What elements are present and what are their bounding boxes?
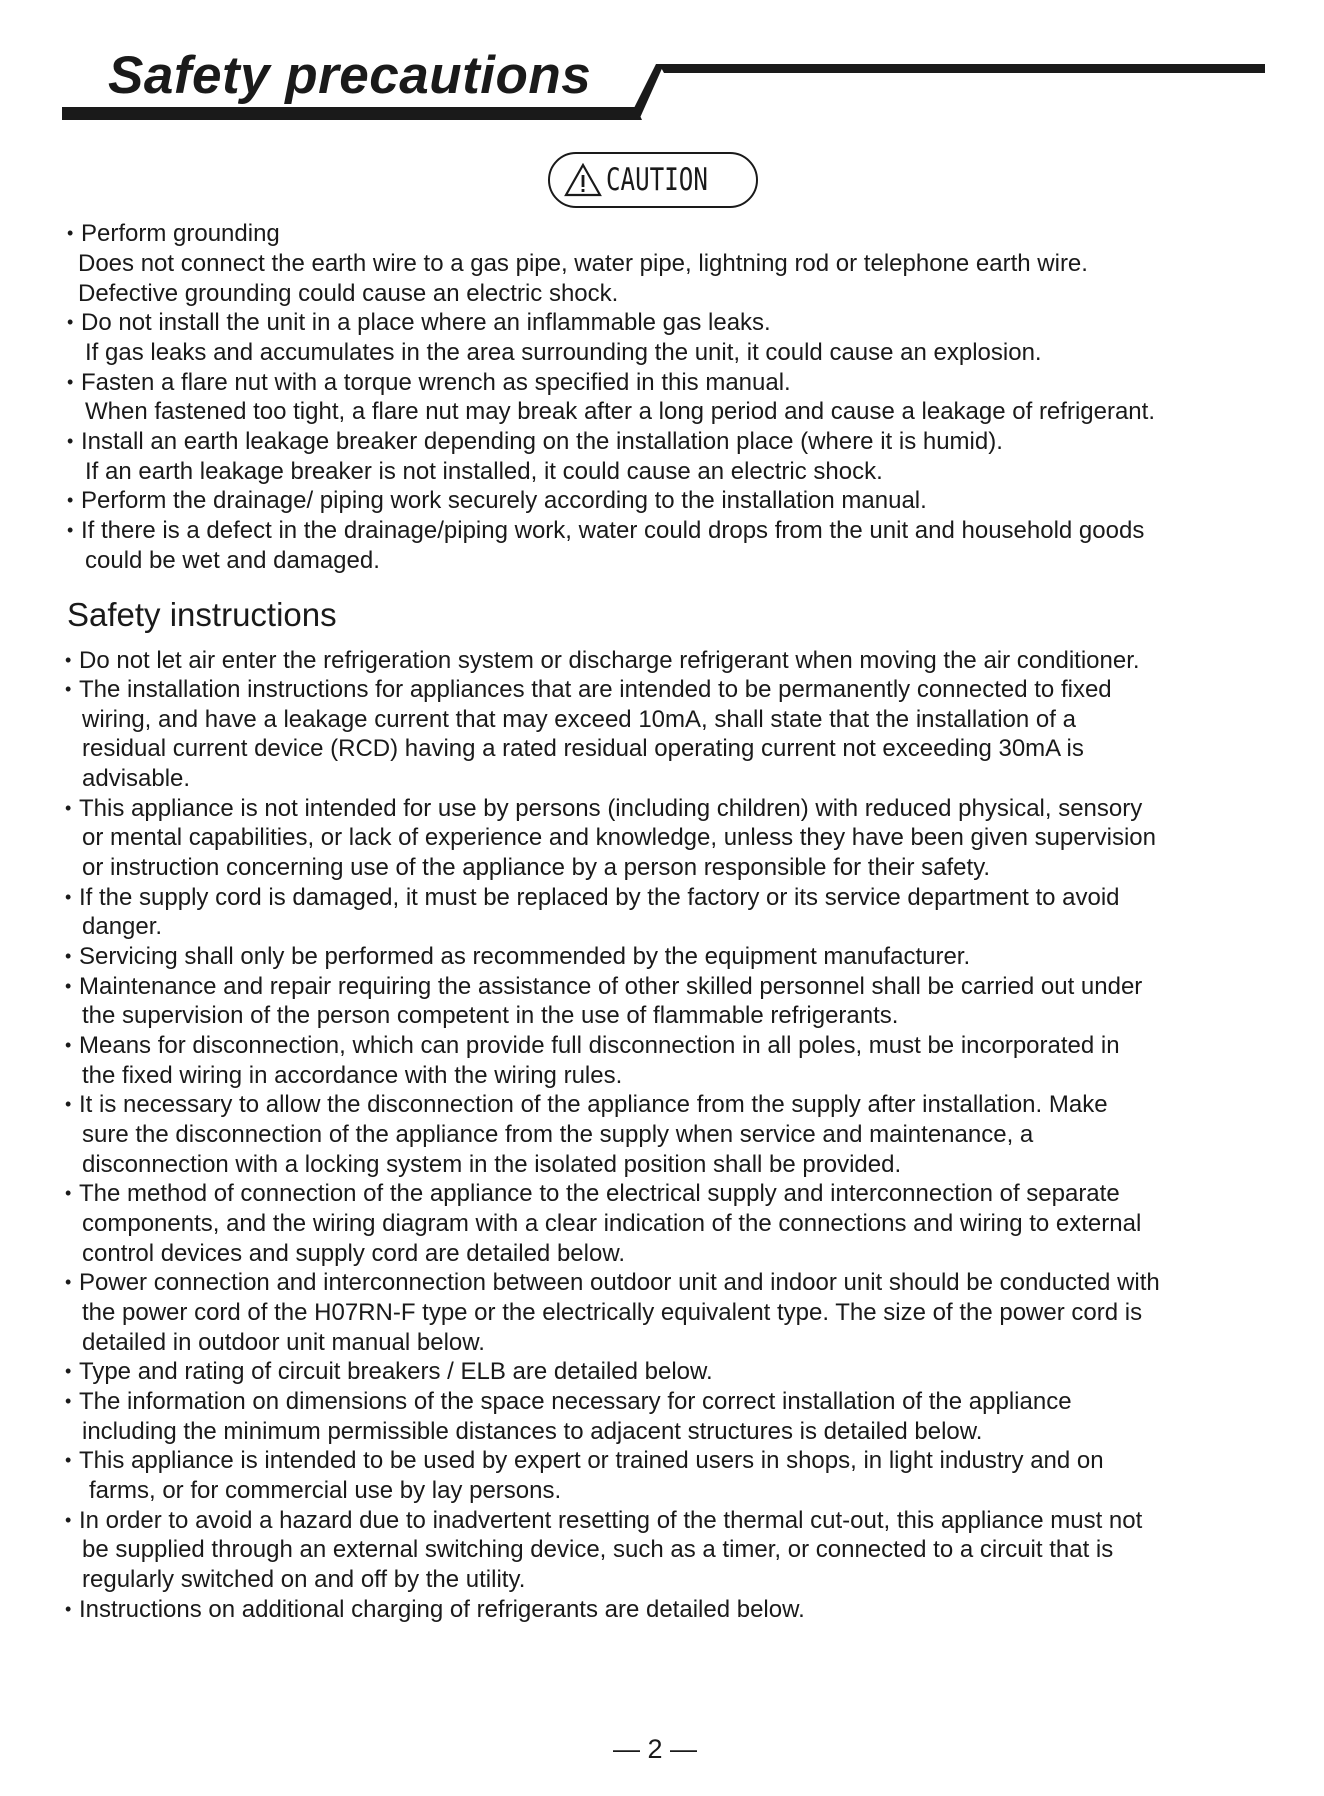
bullet-icon: • bbox=[65, 1272, 72, 1292]
bullet-icon: • bbox=[65, 650, 72, 670]
caution-label: CAUTION bbox=[606, 161, 708, 198]
section-title: Safety instructions bbox=[67, 596, 337, 633]
instruction-continuation: components, and the wiring diagram with a clear indication of the connections and wiring to external bbox=[82, 1210, 1142, 1237]
bullet-icon: • bbox=[67, 372, 74, 392]
instruction-item: • In order to avoid a hazard due to inadvertent resetting of the thermal cut-out, this appliance must not bbox=[65, 1507, 1143, 1534]
page-header bbox=[0, 0, 1324, 130]
instruction-item: • Do not let air enter the refrigeration system or discharge refrigerant when moving the air conditioner. bbox=[65, 647, 1140, 674]
instruction-item: • It is necessary to allow the disconnection of the appliance from the supply after installation. Make bbox=[65, 1091, 1108, 1118]
caution-detail: When fastened too tight, a flare nut may break after a long period and cause a leakage of refrigerant. bbox=[85, 398, 1155, 425]
bullet-icon: • bbox=[65, 1391, 72, 1411]
instruction-continuation: danger. bbox=[82, 913, 163, 940]
instruction-continuation: or instruction concerning use of the appliance by a person responsible for their safety. bbox=[82, 854, 991, 881]
bullet-icon: • bbox=[65, 1094, 72, 1114]
caution-item: • Fasten a flare nut with a torque wrench as specified in this manual. bbox=[67, 369, 791, 396]
bullet-icon: • bbox=[65, 1035, 72, 1055]
caution-item: • Do not install the unit in a place where an inflammable gas leaks. bbox=[67, 309, 771, 336]
instruction-continuation: including the minimum permissible distances to adjacent structures is detailed below. bbox=[82, 1418, 983, 1445]
page-title: Safety precautions bbox=[108, 46, 592, 105]
instruction-item: • Type and rating of circuit breakers / ELB are detailed below. bbox=[65, 1358, 713, 1385]
bullet-icon: • bbox=[65, 1183, 72, 1203]
bullet-icon: • bbox=[67, 223, 74, 243]
instruction-item: • This appliance is not intended for use by persons (including children) with reduced physical, sensory bbox=[65, 795, 1143, 822]
caution-item: • If there is a defect in the drainage/piping work, water could drops from the unit and household goods bbox=[67, 517, 1145, 544]
instruction-item: • The information on dimensions of the space necessary for correct installation of the appliance bbox=[65, 1388, 1072, 1415]
bullet-icon: • bbox=[65, 976, 72, 996]
bullet-icon: • bbox=[65, 887, 72, 907]
instruction-item: • The method of connection of the appliance to the electrical supply and interconnection of separate bbox=[65, 1180, 1120, 1207]
instruction-continuation: sure the disconnection of the appliance from the supply when service and maintenance, a bbox=[82, 1121, 1034, 1148]
instruction-item: • If the supply cord is damaged, it must be replaced by the factory or its service department to avoid bbox=[65, 884, 1120, 911]
instruction-item: • The installation instructions for appliances that are intended to be permanently connected to fixed bbox=[65, 676, 1112, 703]
caution-badge bbox=[548, 152, 758, 208]
bullet-icon: • bbox=[67, 312, 74, 332]
instruction-continuation: regularly switched on and off by the utility. bbox=[82, 1566, 526, 1593]
instruction-continuation: wiring, and have a leakage current that may exceed 10mA, shall state that the installation of a bbox=[82, 706, 1076, 733]
instruction-continuation: detailed in outdoor unit manual below. bbox=[82, 1329, 485, 1356]
caution-detail: If gas leaks and accumulates in the area surrounding the unit, it could cause an explosion. bbox=[85, 339, 1042, 366]
instruction-item: • Servicing shall only be performed as recommended by the equipment manufacturer. bbox=[65, 943, 971, 970]
instruction-continuation: the supervision of the person competent in the use of flammable refrigerants. bbox=[82, 1002, 899, 1029]
caution-detail: If an earth leakage breaker is not installed, it could cause an electric shock. bbox=[85, 458, 883, 485]
instruction-continuation: control devices and supply cord are detailed below. bbox=[82, 1240, 625, 1267]
page-number: — 2 — bbox=[612, 1734, 698, 1764]
instruction-continuation: farms, or for commercial use by lay persons. bbox=[89, 1477, 562, 1504]
instruction-item: • Maintenance and repair requiring the assistance of other skilled personnel shall be carried out under bbox=[65, 973, 1143, 1000]
instruction-item: • This appliance is intended to be used by expert or trained users in shops, in light industry and on bbox=[65, 1447, 1104, 1474]
bullet-icon: • bbox=[65, 946, 72, 966]
bullet-icon: • bbox=[65, 1450, 72, 1470]
bullet-icon: • bbox=[65, 1510, 72, 1530]
caution-detail: Does not connect the earth wire to a gas pipe, water pipe, lightning rod or telephone earth wire. bbox=[78, 250, 1088, 277]
instruction-continuation: the power cord of the H07RN-F type or the electrically equivalent type. The size of the power cord is bbox=[82, 1299, 1143, 1326]
bullet-icon: • bbox=[65, 798, 72, 818]
instruction-continuation: advisable. bbox=[82, 765, 191, 792]
caution-item: • Install an earth leakage breaker depending on the installation place (where it is humid). bbox=[67, 428, 1003, 455]
instruction-continuation: or mental capabilities, or lack of experience and knowledge, unless they have been given supervision bbox=[82, 824, 1156, 851]
instruction-continuation: be supplied through an external switching device, such as a timer, or connected to a circuit that is bbox=[82, 1536, 1114, 1563]
bullet-icon: • bbox=[65, 1361, 72, 1381]
bullet-icon: • bbox=[67, 520, 74, 540]
caution-item: • Perform the drainage/ piping work securely according to the installation manual. bbox=[67, 487, 927, 514]
caution-detail: could be wet and damaged. bbox=[85, 547, 380, 574]
bullet-icon: • bbox=[65, 679, 72, 699]
instruction-continuation: disconnection with a locking system in the isolated position shall be provided. bbox=[82, 1151, 902, 1178]
bullet-icon: • bbox=[67, 431, 74, 451]
caution-detail: Defective grounding could cause an electric shock. bbox=[78, 280, 619, 307]
instruction-item: • Means for disconnection, which can provide full disconnection in all poles, must be incorporated in bbox=[65, 1032, 1120, 1059]
instruction-item: • Instructions on additional charging of refrigerants are detailed below. bbox=[65, 1596, 805, 1623]
instruction-continuation: residual current device (RCD) having a rated residual operating current not exceeding 30mA is bbox=[82, 735, 1084, 762]
instruction-item: • Power connection and interconnection between outdoor unit and indoor unit should be conducted with bbox=[65, 1269, 1160, 1296]
bullet-icon: • bbox=[65, 1599, 72, 1619]
caution-item: • Perform grounding bbox=[67, 220, 280, 247]
instruction-continuation: the fixed wiring in accordance with the wiring rules. bbox=[82, 1062, 623, 1089]
bullet-icon: • bbox=[67, 490, 74, 510]
warning-triangle-icon bbox=[564, 163, 602, 197]
